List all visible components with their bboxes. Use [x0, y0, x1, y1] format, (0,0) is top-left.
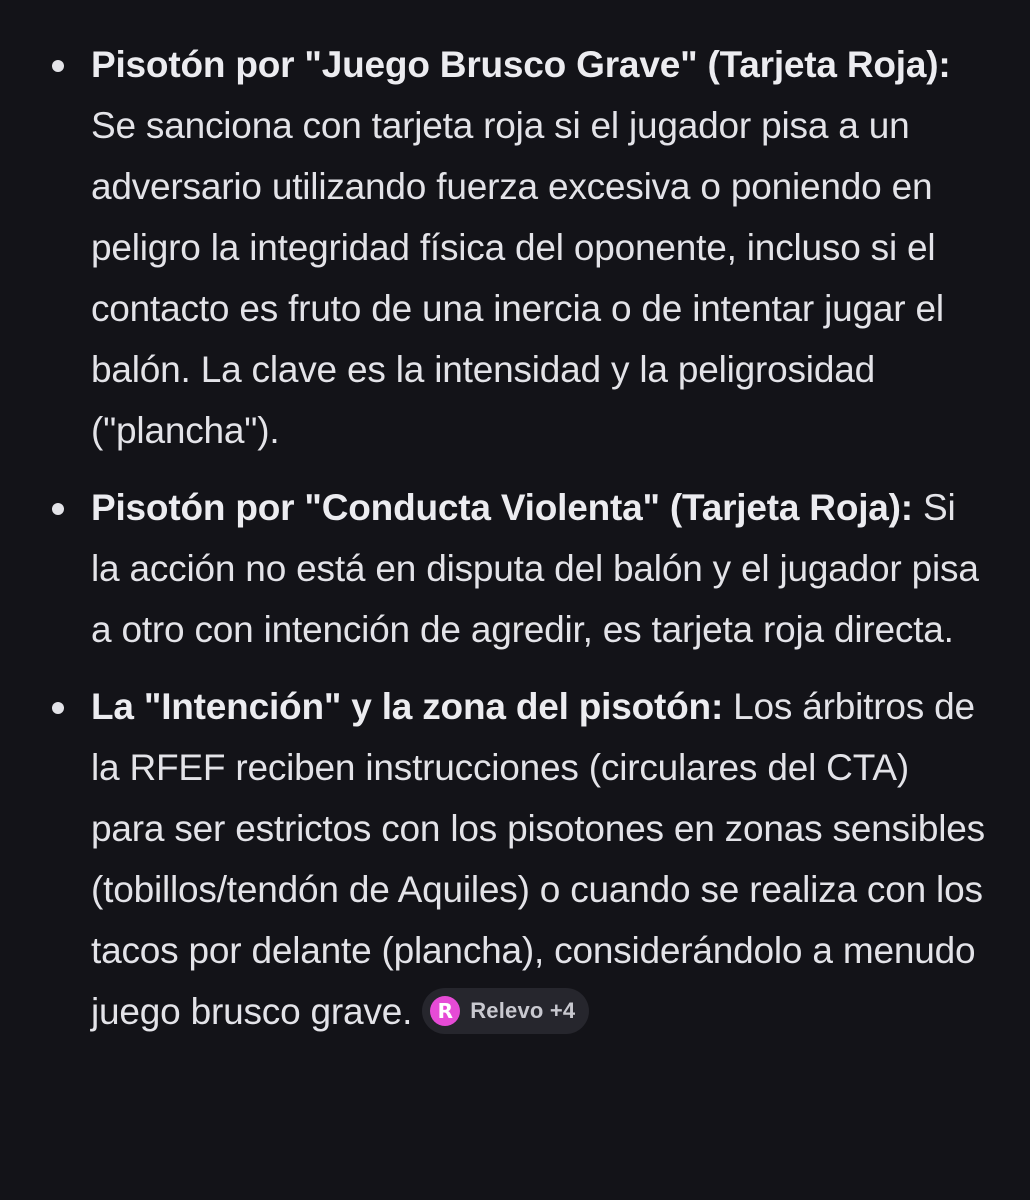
source-chip[interactable] — [422, 988, 589, 1034]
answer-bullet-list — [0, 34, 1030, 1058]
list-item — [0, 477, 1030, 660]
list-item — [0, 34, 1030, 461]
source-chip-label: Relevo +4 — [470, 998, 576, 1023]
bullet-body: Los árbitros de la RFEF reciben instrucciones (circulares del CTA) para ser estrictos con los pisotones en zonas sensibles (tobillos/tendón de Aquiles) o cuando se realiza con los tacos por delante (plancha), considerándolo a menudo juego brusco grave. — [91, 686, 985, 1032]
bullet-icon — [52, 702, 64, 714]
list-item — [0, 676, 1030, 1042]
bullet-title: Pisotón por "Conducta Violenta" (Tarjeta Roja): — [91, 487, 913, 528]
bullet-title: La "Intención" y la zona del pisotón: — [91, 686, 724, 727]
bullet-body: Si la acción no está en disputa del balón y el jugador pisa a otro con intención de agredir, es tarjeta roja directa. — [91, 487, 979, 650]
bullet-title: Pisotón por "Juego Brusco Grave" (Tarjeta Roja): — [91, 44, 951, 85]
bullet-body: Se sanciona con tarjeta roja si el jugador pisa a un adversario utilizando fuerza excesiva o poniendo en peligro la integridad física del oponente, incluso si el contacto es fruto de una inercia o de intentar jugar el balón. La clave es la intensidad y la peligrosidad ("plancha"). — [91, 105, 944, 451]
bullet-icon — [52, 503, 64, 515]
bullet-icon — [52, 60, 64, 72]
relevo-logo-icon: R — [430, 996, 460, 1026]
